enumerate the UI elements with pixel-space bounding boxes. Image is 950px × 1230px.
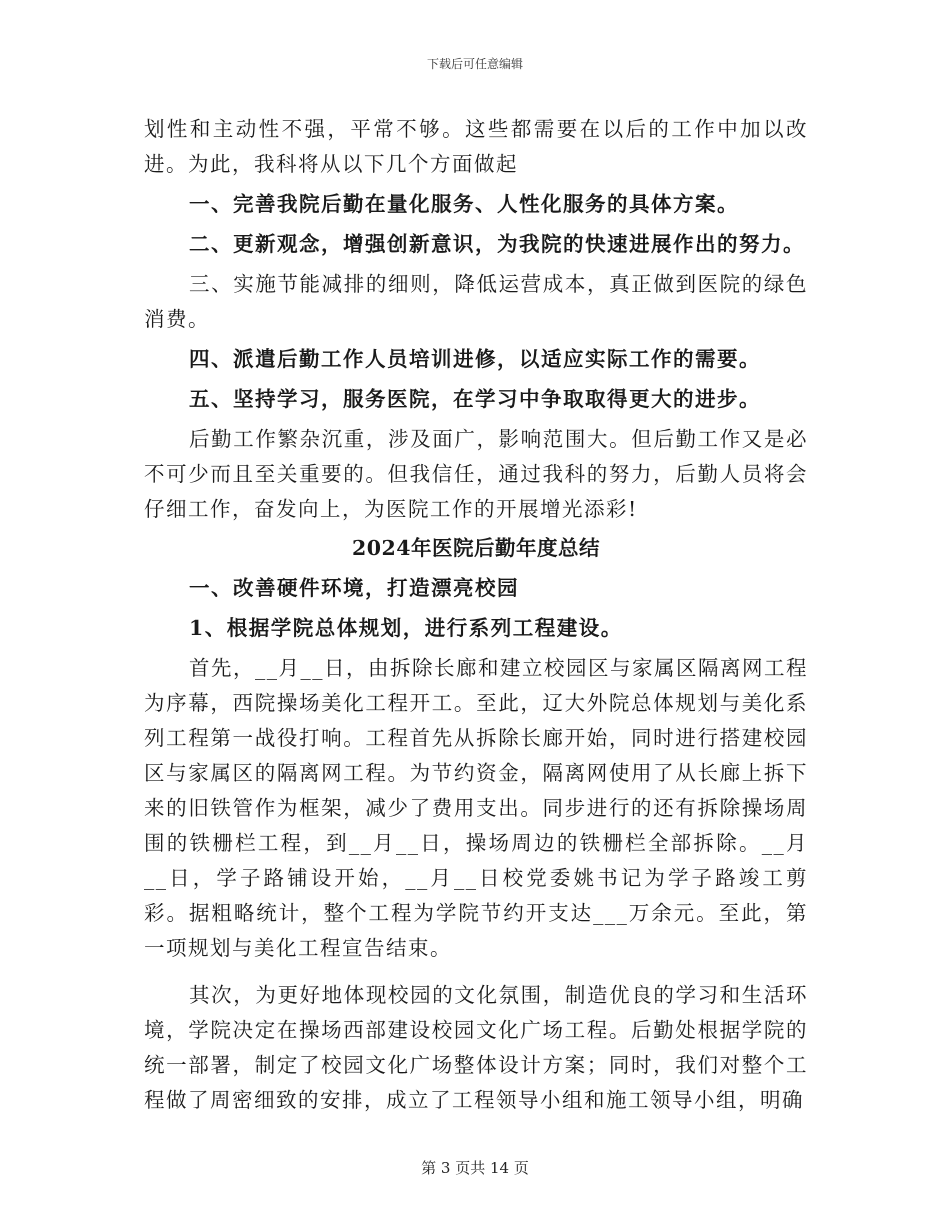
subsection-heading-1: 1、根据学院总体规划，进行系列工程建设。 (189, 616, 623, 640)
page-number: 第 3 页共 14 页 (421, 1159, 529, 1177)
list-item-3: 三、实施节能减排的细则，降低运营成本，真正做到医院的绿色消费。 (144, 272, 808, 331)
page-header-note: 下载后可任意编辑 (426, 57, 523, 71)
list-item-5: 五、坚持学习，服务医院，在学习中争取取得更大的进步。 (189, 387, 761, 411)
paragraph-continuation: 划性和主动性不强，平常不够。这些都需要在以后的工作中加以改进。为此，我科将从以下几个方面做起 (144, 117, 808, 176)
list-item-4: 四、派遣后勤工作人员培训进修，以适应实际工作的需要。 (189, 347, 761, 371)
document-body (144, 112, 808, 1118)
section-title: 2024年医院后勤年度总结 (351, 536, 601, 560)
list-item-2: 二、更新观念，增强创新意识，为我院的快速进展作出的努力。 (189, 232, 805, 256)
section-heading-1: 一、改善硬件环境，打造漂亮校园 (189, 576, 519, 600)
list-item-1: 一、完善我院后勤在量化服务、人性化服务的具体方案。 (189, 192, 739, 216)
paragraph-second: 其次，为更好地体现校园的文化氛围，制造优良的学习和生活环境，学院决定在操场西部建设校园文化广场工程。后勤处根据学院的统一部署，制定了校园文化广场整体设计方案；同时，我们对整个工程做了周密细致的安排，成立了工程领导小组和施工领导小组，明确 (144, 983, 808, 1112)
paragraph-conclusion: 后勤工作繁杂沉重，涉及面广，影响范围大。但后勤工作又是必不可少而且至关重要的。但我信任，通过我科的努力，后勤人员将会仔细工作，奋发向上，为医院工作的开展增光添彩! (144, 427, 808, 521)
paragraph-first: 首先，__月__日，由拆除长廊和建立校园区与家属区隔离网工程为序幕，西院操场美化工程开工。至此，辽大外院总体规划与美化系列工程第一战役打响。工程首先从拆除长廊开始，同时进行搭建校园区与家属区的隔离网工程。为节约资金，隔离网使用了从长廊上拆下来的旧铁管作为框架，减少了费用支出。同步进行的还有拆除操场周围的铁栅栏工程，到__月__日，操场周边的铁栅栏全部拆除。__月__日，学子路铺设开始，__月__日校党委姚书记为学子路竣工剪彩。据粗略统计，整个工程为学院节约开支达___万余元。至此，第一项规划与美化工程宣告结束。 (144, 656, 808, 960)
